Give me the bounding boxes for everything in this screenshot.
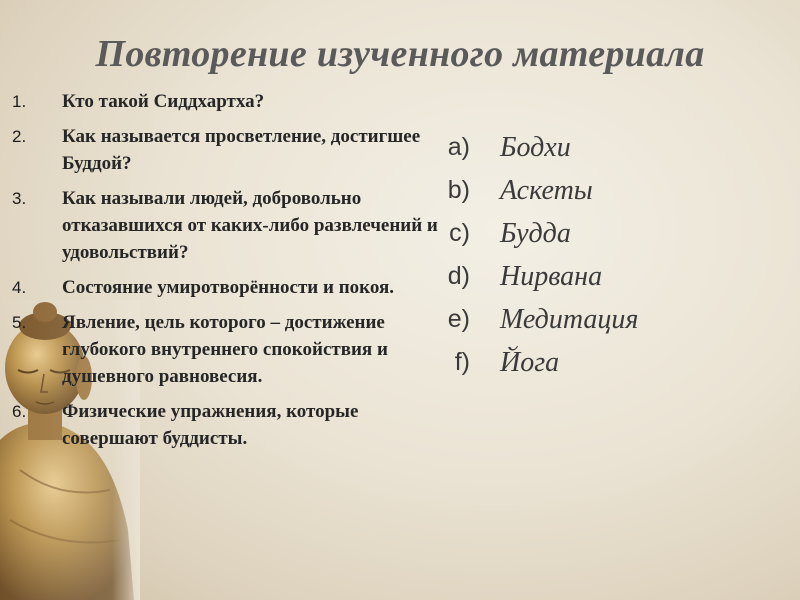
answer-text: Бодхи	[500, 131, 571, 163]
question-item	[12, 398, 442, 452]
answer-text: Будда	[500, 217, 571, 249]
question-text: Физические упражнения, которые совершают буддисты.	[62, 401, 359, 449]
answer-text: Аскеты	[500, 174, 593, 206]
question-number: 6.	[12, 402, 27, 421]
answer-letter: c)	[449, 219, 470, 247]
answer-list	[430, 126, 790, 384]
question-list	[12, 88, 442, 460]
question-item	[12, 274, 442, 301]
answer-item	[430, 126, 790, 169]
answer-item	[430, 298, 790, 341]
answer-text: Йога	[500, 346, 560, 378]
answer-letter: d)	[447, 262, 470, 290]
question-item	[12, 309, 442, 390]
answer-item	[430, 212, 790, 255]
question-item	[12, 123, 442, 177]
question-text: Как называли людей, добровольно отказавшихся от каких-либо развлечений и удовольствий?	[62, 188, 438, 263]
question-text: Как называется просветление, достигшее Буддой?	[62, 126, 421, 174]
question-item	[12, 185, 442, 266]
answer-letter: e)	[447, 305, 470, 333]
answer-item	[430, 169, 790, 212]
question-text: Состояние умиротворённости и покоя.	[62, 277, 395, 298]
question-number: 2.	[12, 127, 27, 146]
answer-letter: a)	[447, 133, 470, 161]
question-item	[12, 88, 442, 115]
question-number: 5.	[12, 313, 27, 332]
question-text: Кто такой Сиддхартха?	[62, 91, 265, 112]
question-text: Явление, цель которого – достижение глубокого внутреннего спокойствия и душевного равновесия.	[62, 312, 388, 387]
answer-letter: b)	[447, 176, 470, 204]
answer-item	[430, 255, 790, 298]
question-number: 3.	[12, 189, 27, 208]
answer-letter: f)	[454, 348, 470, 376]
answer-text: Нирвана	[500, 260, 603, 292]
slide-title: Повторение изученного материала	[95, 33, 705, 75]
question-number: 4.	[12, 278, 27, 297]
answer-item	[430, 341, 790, 384]
answer-text: Медитация	[500, 303, 639, 335]
question-number: 1.	[12, 92, 27, 111]
